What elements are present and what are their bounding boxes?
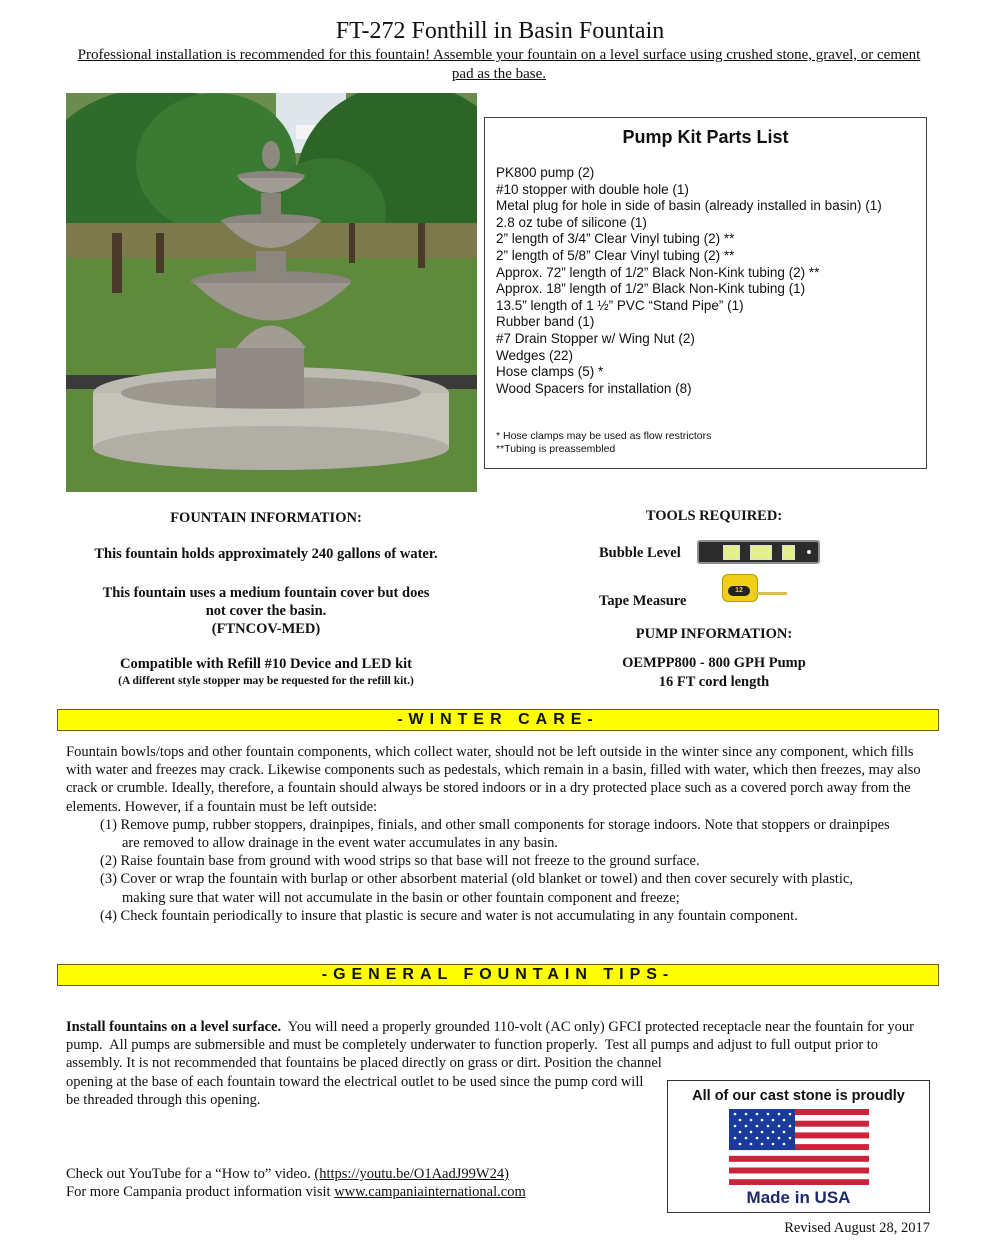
parts-list-item: 2” length of 3/4” Clear Vinyl tubing (2) ** (496, 231, 735, 247)
youtube-link[interactable]: (https://youtu.be/O1AadJ99W24) (314, 1166, 509, 1182)
pump-kit-parts-panel (484, 117, 927, 469)
tools-heading: TOOLS REQUIRED: (645, 508, 783, 524)
cover-line: This fountain uses a medium fountain cover but does (102, 585, 430, 601)
parts-list-item: Metal plug for hole in side of basin (already installed in basin) (1) (496, 198, 882, 214)
winter-care-step: (4) Check fountain periodically to insure that plastic is secure and water is not accumulating in any fountain component. (100, 907, 798, 924)
parts-list (496, 165, 882, 397)
fountain-cover-info (66, 584, 466, 638)
parts-list-item: 2.8 oz tube of silicone (1) (496, 214, 647, 230)
general-tips-banner: -GENERAL FOUNTAIN TIPS- (57, 964, 939, 986)
parts-note: **Tubing is preassembled (496, 443, 616, 455)
made-in-usa-top-text: All of our cast stone is proudly (692, 1088, 905, 1104)
winter-care-step: (2) Raise fountain base from ground with wood strips so that base will not freeze to the ground surface. (100, 853, 700, 870)
tape-measure-icon (722, 574, 788, 602)
fountain-info-heading: FOUNTAIN INFORMATION: (170, 510, 362, 526)
parts-list-item: Hose clamps (5) * (496, 364, 604, 380)
parts-notes (496, 430, 711, 456)
campania-website-link[interactable]: www.campaniainternational.com (334, 1184, 526, 1200)
pump-cord-length: 16 FT cord length (658, 674, 770, 690)
parts-list-item: 2” length of 5/8” Clear Vinyl tubing (2) ** (496, 247, 735, 263)
installation-notice: Professional installation is recommended for this fountain! Assemble your fountain on a level surface using crushed stone, gravel, or cement pad as the base. (77, 47, 921, 82)
winter-care-steps (100, 816, 900, 925)
parts-list-item: 13.5” length of 1 ½” PVC “Stand Pipe” (1) (496, 297, 744, 313)
compatibility-note: (A different style stopper may be requested for the refill kit.) (118, 675, 414, 687)
youtube-line (66, 1165, 666, 1183)
pump-model: OEMPP800 - 800 GPH Pump (622, 655, 806, 671)
parts-list-item: Wood Spacers for installation (8) (496, 380, 692, 396)
winter-care-intro: Fountain bowls/tops and other fountain components, which collect water, should not be left outside in the winter since any component, which fills with water and freezes may crack. Likewise components such as pedestals, which remain in a basin, filled with water, which then freezes, may also crack or crumble. Ideally, therefore, a fountain should always be stored indoors or in a dry protected place such as a covered porch away from the elements. However, if a fountain must be left outside: (66, 744, 921, 815)
parts-list-item: Approx. 72” length of 1/2” Black Non-Kink tubing (2) ** (496, 264, 820, 280)
fountain-image-icon (66, 93, 477, 492)
parts-list-item: #7 Drain Stopper w/ Wing Nut (2) (496, 330, 695, 346)
winter-care-step: (3) Cover or wrap the fountain with burlap or other absorbent material (old blanket or towel) and then cover securely with plastic, making sure that water will not accumulate in the basin or other fountain component and freeze; (100, 871, 853, 906)
more-info-line (66, 1183, 666, 1201)
parts-list-item: Approx. 18” length of 1/2” Black Non-Kink tubing (1) (496, 281, 806, 297)
parts-list-item: #10 stopper with double hole (1) (496, 181, 689, 197)
fountain-capacity: This fountain holds approximately 240 gallons of water. (94, 546, 438, 562)
parts-list-item: PK800 pump (2) (496, 165, 595, 180)
made-in-usa-text: Made in USA (746, 1188, 851, 1207)
fountain-photo (66, 93, 477, 492)
made-in-usa-badge (667, 1080, 930, 1213)
tool-label-bubble-level: Bubble Level (599, 545, 681, 561)
youtube-text: Check out YouTube for a “How to” video. (66, 1166, 315, 1182)
pump-info-heading: PUMP INFORMATION: (635, 626, 793, 642)
tool-label-tape-measure: Tape Measure (599, 593, 687, 609)
revised-date: Revised August 28, 2017 (784, 1220, 930, 1236)
cover-line: not cover the basin. (205, 603, 327, 619)
cover-code: (FTNCOV-MED) (211, 621, 321, 637)
page-title: FT-272 Fonthill in Basin Fountain (335, 18, 665, 44)
winter-care-body (66, 743, 936, 925)
us-flag-icon (729, 1109, 869, 1185)
general-tips-lead: Install fountains on a level surface. (66, 1019, 282, 1035)
winter-care-banner: -WINTER CARE- (57, 709, 939, 731)
general-tips-text: You will need a properly grounded 110-volt (AC only) GFCI protected receptacle near the fountain for your pump. All pumps are submersible and must be completely underwater to function properly. Test all pumps and adjust to full output prior to assembly. It is not recommended that fountains be placed directly on grass or dirt. Position the channel (66, 1019, 918, 1072)
parts-list-title: Pump Kit Parts List (622, 127, 789, 147)
compatibility-info: Compatible with Refill #10 Device and LED kit (119, 656, 412, 672)
parts-list-item: Rubber band (1) (496, 314, 595, 330)
parts-note: * Hose clamps may be used as flow restrictors (496, 430, 712, 442)
parts-list-item: Wedges (22) (496, 347, 574, 363)
winter-care-step: (1) Remove pump, rubber stoppers, drainpipes, finials, and other small components for storage indoors. Note that stoppers or drainpipes are removed to allow drainage in the event water accumulates in any basin. (100, 816, 890, 852)
bubble-level-icon (697, 540, 820, 564)
tape-number: 12 (728, 586, 750, 596)
general-tips-text-2: opening at the base of each fountain toward the electrical outlet to be used since the pump cord will be threaded through this opening. (66, 1073, 644, 1108)
more-info-text: For more Campania product information visit (66, 1184, 335, 1200)
